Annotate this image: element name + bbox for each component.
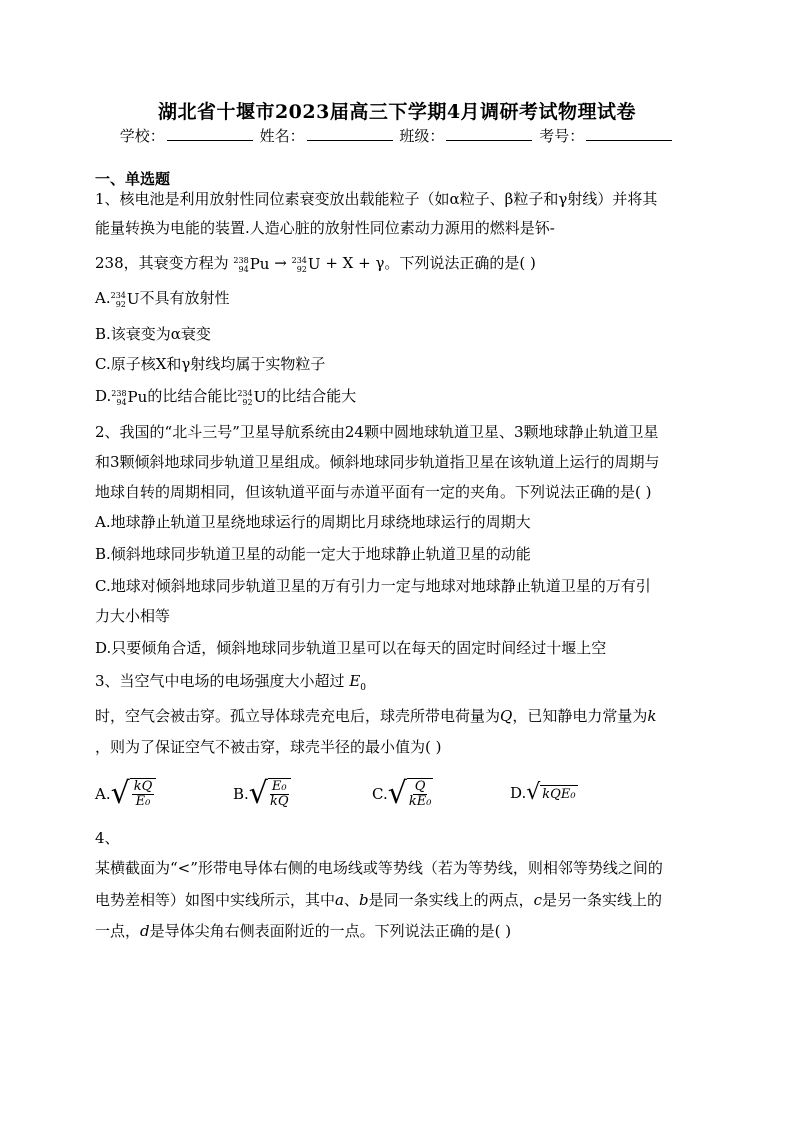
q2-option-b[interactable]: B.倾斜地球同步轨道卫星的动能一定大于地球静止轨道卫星的动能 (95, 545, 531, 563)
q3-option-c[interactable]: C. √ $\frac{Q}{\text{kE₀}}$ (372, 775, 432, 811)
student-info-line (0, 125, 794, 146)
q1-option-a[interactable]: A. 234 92 U不具有放射性 (95, 289, 230, 309)
q2-option-c-cont: 力大小相等 (95, 607, 171, 625)
class-label: 班级： (399, 127, 445, 145)
u-nuclide: 234 92 U (291, 255, 321, 274)
name-label: 姓名： (259, 127, 305, 145)
name-blank[interactable] (307, 126, 393, 141)
q4-line4: 一点，d是导体尖角右侧表面附近的一点。下列说法正确的是( ) (95, 922, 512, 940)
q2-line2: 和3颗倾斜地球同步轨道卫星组成。倾斜地球同步轨道指卫星在该轨道上运行的周期与 (95, 453, 660, 471)
q1-option-d[interactable]: D. 238 94 Pu的比结合能比 234 92 U的比结合能大 (95, 387, 357, 407)
q2-line3: 地球自转的周期相同，但该轨道平面与赤道平面有一定的夹角。下列说法正确的是( ) (95, 483, 652, 501)
q3-option-b[interactable]: B. √ $\frac{\text{E₀}}{kQ}$ (233, 778, 291, 809)
q1-line3: 238，其衰变方程为 238 94 Pu → 234 92 U + X + γ。下列说法正确的是( ) (95, 254, 536, 274)
q1-line2: 能量转换为电能的装置.人造心脏的放射性同位素动力源用的燃料是钚- (95, 219, 555, 237)
number-blank[interactable] (586, 126, 672, 141)
q4-line2: 某横截面为“<”形带电导体右侧的电场线或等势线（若为等势线，则相邻等势线之间的 (95, 859, 663, 877)
section-heading: 一、单选题 (95, 170, 171, 188)
q2-option-d[interactable]: D.只要倾角合适，倾斜地球同步轨道卫星可以在每天的固定时间经过十堰上空 (95, 639, 607, 657)
class-blank[interactable] (446, 126, 532, 141)
q3-line3: ，则为了保证空气不被击穿，球壳半径的最小值为( ) (95, 738, 442, 756)
q1-line1: 1、核电池是利用放射性同位素衰变放出载能粒子（如α粒子、β粒子和γ射线）并将其 (95, 190, 658, 208)
pu-nuclide: 238 94 Pu (233, 255, 270, 274)
q1-option-b[interactable]: B.该衰变为α衰变 (95, 325, 211, 343)
number-label: 考号： (539, 127, 585, 145)
q2-option-c[interactable]: C.地球对倾斜地球同步轨道卫星的万有引力一定与地球对地球静止轨道卫星的万有引 (95, 577, 651, 595)
q4-line3: 电势差相等）如图中实线所示，其中a、b是同一条实线上的两点，c是另一条实线上的 (95, 891, 663, 909)
arrow: → (274, 254, 287, 272)
q3-line1: 3、当空气中电场的电场强度大小超过 $E_0$ (95, 672, 367, 693)
q1-option-c[interactable]: C.原子核X和γ射线均属于实物粒子 (95, 355, 326, 373)
q2-line1: 2、我国的“北斗三号”卫星导航系统由24颗中圆地球轨道卫星、3颗地球静止轨道卫星 (95, 423, 659, 441)
school-blank[interactable] (167, 126, 253, 141)
exam-title: 湖北省十堰市2023届高三下学期4月调研考试物理试卷 (157, 101, 637, 123)
q3-option-d[interactable]: D. √ kQE₀ (510, 780, 576, 805)
q3-option-a[interactable]: A. √ $\frac{kQ}{\text{E₀}}$ (95, 778, 156, 809)
school-label: 学校： (119, 127, 165, 145)
q3-line2: 时，空气会被击穿。孤立导体球壳充电后，球壳所带电荷量为Q，已知静电力常量为k (95, 707, 657, 725)
q2-option-a[interactable]: A.地球静止轨道卫星绕地球运行的周期比月球绕地球运行的周期大 (95, 513, 531, 531)
q4-line1: 4、 (95, 829, 120, 847)
